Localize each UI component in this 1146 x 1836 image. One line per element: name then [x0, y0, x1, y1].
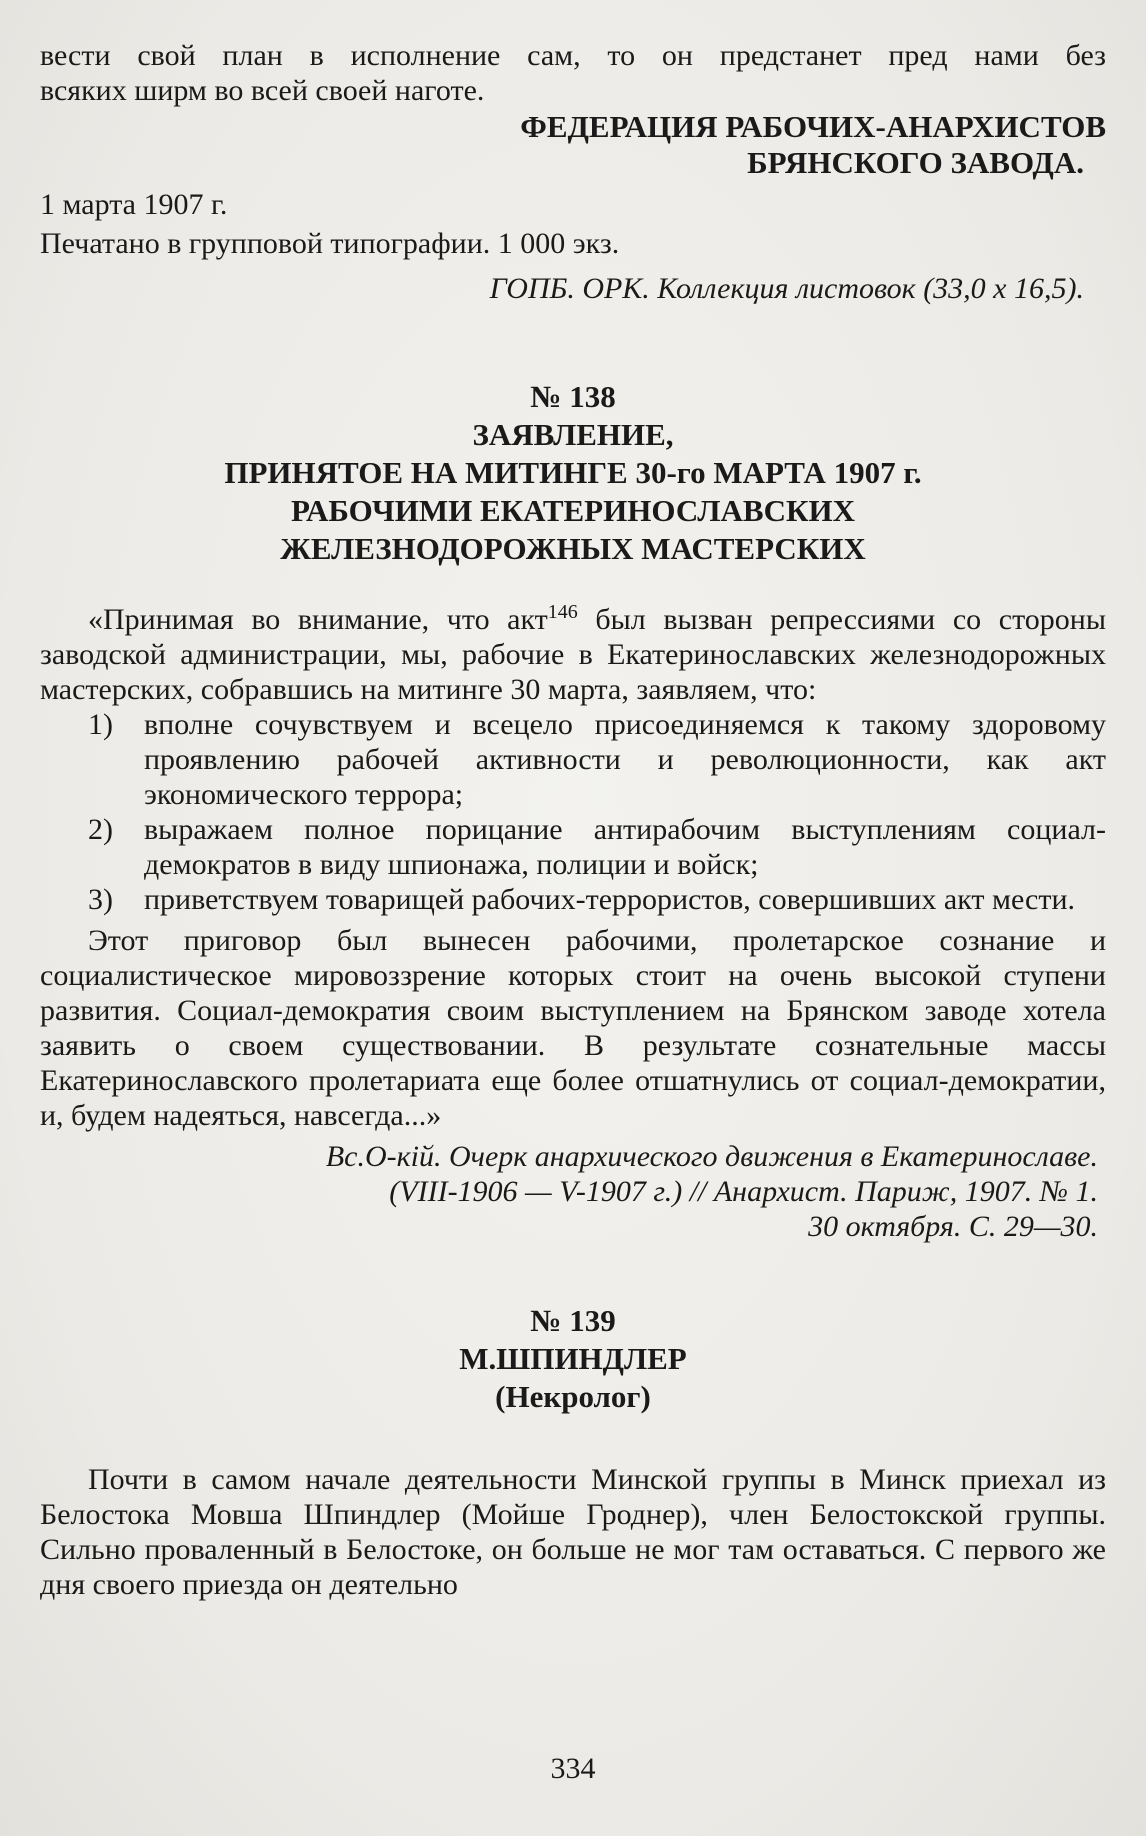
- intro-text: был вызван репрессиями со стороны заводской администрации, мы, рабочие в Екатеринославских железнодорожных мастерских, собравшись на митинге 30 марта, заявляем, что:: [40, 603, 1106, 706]
- doc-number: № 138: [530, 379, 616, 414]
- list-number: 1): [88, 708, 113, 741]
- list-item: [40, 882, 1106, 917]
- doc-title: М.ШПИНДЛЕР: [459, 1341, 687, 1376]
- doc-number: № 139: [530, 1303, 616, 1338]
- text-line: вести свой план в исполнение сам, то он предстанет пред нами без: [40, 39, 1106, 72]
- list-number: 2): [88, 813, 113, 846]
- resolution-list: [40, 707, 1106, 917]
- doc-138-source: [40, 1139, 1106, 1244]
- doc-138-header: [40, 378, 1106, 568]
- signature-line: БРЯНСКОГО ЗАВОДА.: [747, 145, 1084, 180]
- footnote-ref: 146: [547, 601, 578, 623]
- source-line: 30 октября. С. 29—30.: [808, 1210, 1098, 1243]
- doc-title: (Некролог): [495, 1379, 651, 1414]
- source-line: (VIII-1906 — V-1907 г.) // Анархист. Париж, 1907. № 1.: [389, 1175, 1098, 1208]
- doc-138-intro: [40, 602, 1106, 707]
- list-item: [40, 812, 1106, 882]
- doc-title: РАБОЧИМИ ЕКАТЕРИНОСЛАВСКИХ: [291, 493, 855, 528]
- list-text: выражаем полное порицание антирабочим выступлениям социал-демократов в виду шпионажа, полиции и войск;: [144, 813, 1106, 881]
- doc-title: ЗАЯВЛЕНИЕ,: [472, 417, 674, 452]
- doc-138-paragraph: Этот приговор был вынесен рабочими, пролетарское сознание и социалистическое мировоззрение которых стоит на очень высокой ступени развития. Социал-демократия своим выступлением на Брянском заводе хотела заявить о своем существовании. В результате сознательные массы Екатеринославского пролетариата еще более отшатнулись от социал-демократии, и, будем надеяться, навсегда...»: [40, 924, 1106, 1132]
- source-line: Вс.О-кій. Очерк анархического движения в Екатеринославе.: [325, 1140, 1098, 1173]
- signature-line: ФЕДЕРАЦИЯ РАБОЧИХ-АНАРХИСТОВ: [520, 109, 1106, 144]
- list-text: вполне сочувствуем и всецело присоединяемся к такому здоровому проявлению рабочей активности и революционности, как акт экономического террора;: [144, 708, 1106, 811]
- print-info: Печатано в групповой типографии. 1 000 экз.: [40, 227, 620, 260]
- intro-text: «Принимая во внимание, что акт: [88, 603, 548, 636]
- page-content: [40, 38, 1106, 1602]
- date-line: 1 марта 1907 г.: [40, 188, 228, 221]
- list-text: приветствуем товарищей рабочих-террористов, совершивших акт мести.: [144, 883, 1076, 916]
- list-number: 3): [88, 883, 113, 916]
- page-number: 334: [550, 1752, 596, 1785]
- source-citation: ГОПБ. ОРК. Коллекция листовок (33,0 х 16,5).: [489, 272, 1084, 305]
- doc-139-header: [40, 1302, 1106, 1416]
- text-line: всяких ширм во всей своей наготе.: [40, 74, 485, 107]
- doc-139-paragraph: Почти в самом начале деятельности Минской группы в Минск приехал из Белостока Мовша Шпиндлер (Мойше Гроднер), член Белостокской группы. Сильно проваленный в Белостоке, он больше не мог там оставаться. С первого же дня своего приезда он деятельно: [40, 1463, 1106, 1601]
- list-item: [40, 707, 1106, 812]
- doc-title: ПРИНЯТОЕ НА МИТИНГЕ 30-го МАРТА 1907 г.: [224, 455, 922, 490]
- doc-title: ЖЕЛЕЗНОДОРОЖНЫХ МАСТЕРСКИХ: [280, 531, 866, 566]
